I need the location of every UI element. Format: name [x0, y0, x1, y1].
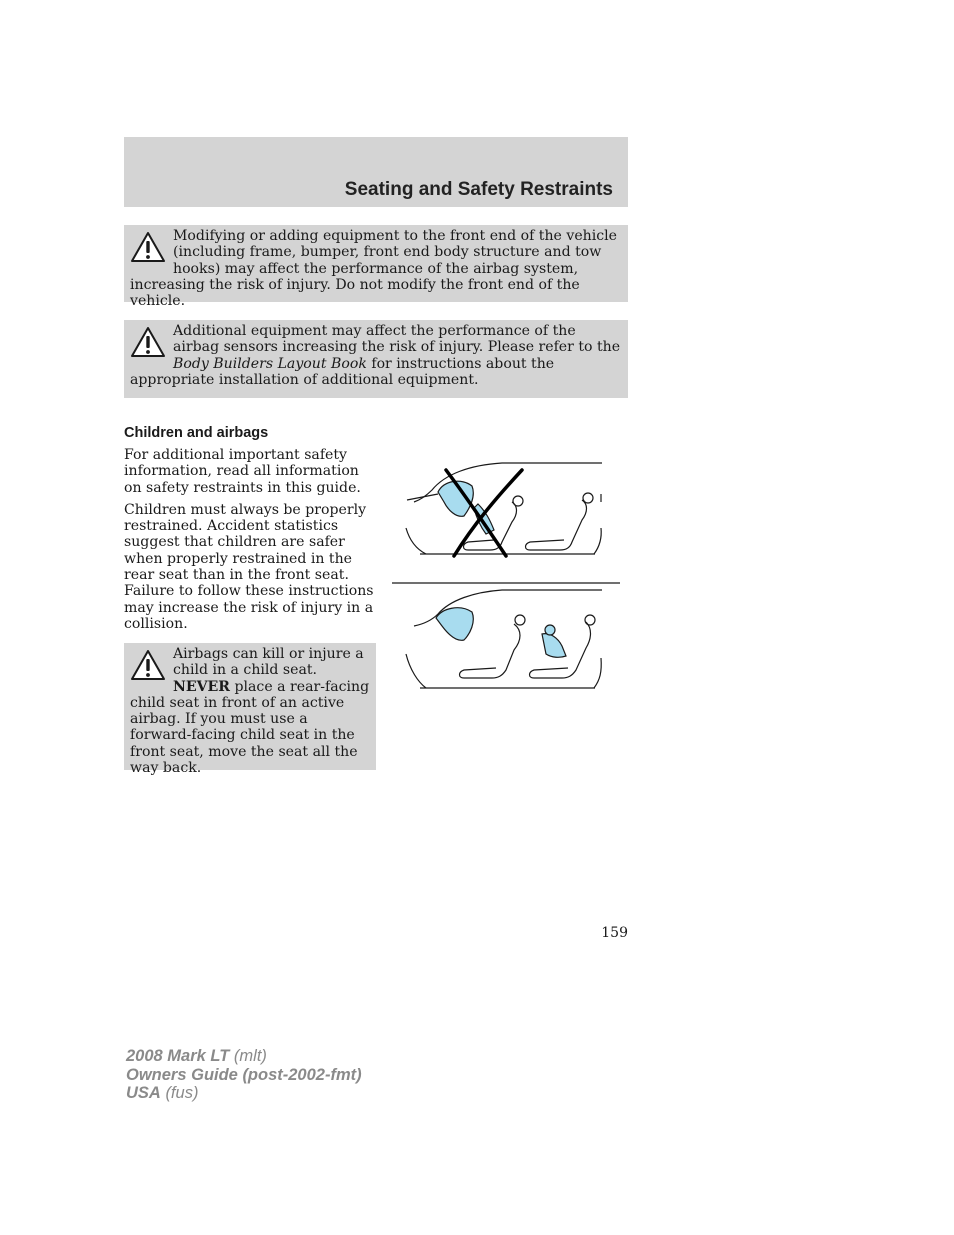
warning-text-part: place a rear-facing child seat in front of an active airbag. If you must use a forward-facing child seat in the front seat, move the seat all the way back.	[130, 678, 370, 777]
warning-triangle-icon	[130, 649, 166, 681]
warning-text-part: Additional equipment may affect the performance of the airbag sensors increasing the risk of injury. Please refer to the	[173, 323, 621, 356]
body-paragraph: Children must always be properly restrained. Accident statistics suggest that children are safer when properly restrained in the rear seat than in the front seat. Failure to follow these instructions may increase the risk of injury in a collision.	[124, 501, 374, 632]
car-diagram-correct	[406, 590, 602, 688]
warning-triangle-icon	[130, 326, 166, 358]
body-text	[124, 447, 379, 638]
warning-text	[130, 323, 622, 388]
warning-box-front-end	[124, 225, 628, 310]
page-number: 159	[601, 925, 628, 941]
footer-guide: Owners Guide (post-2002-fmt)	[126, 1065, 362, 1084]
warning-box-child-seat	[124, 643, 376, 777]
warning-emphasis: NEVER	[173, 678, 231, 695]
warning-text-part: Airbags can kill or injure a child in a child seat.	[173, 646, 364, 679]
page-title: Seating and Safety Restraints	[344, 179, 613, 200]
warning-box-additional-equipment	[124, 320, 628, 398]
section-heading: Children and airbags	[124, 425, 269, 441]
footer-model-code: (mlt)	[233, 1047, 267, 1065]
footer-model: 2008 Mark LT	[126, 1047, 230, 1065]
airbag-deployed	[436, 608, 473, 641]
child-seat-placement-illustration	[390, 462, 622, 708]
car-diagram-incorrect	[406, 463, 602, 554]
body-paragraph: For additional important safety information, read all information on safety restraints in this guide.	[124, 447, 361, 496]
book-title: Body Builders Layout Book	[173, 355, 367, 372]
child-in-rear-seat	[542, 634, 566, 658]
footer-market: USA	[126, 1084, 161, 1102]
warning-text: Modifying or adding equipment to the front end of the vehicle (including frame, bumper, front end body structure and tow hooks) may affect the performance of the airbag system, increasing the risk of injury. Do not modify the front end of the vehicle.	[130, 228, 617, 310]
warning-triangle-icon	[130, 231, 166, 263]
document-footer	[126, 1047, 362, 1103]
warning-text-part: for instructions about the appropriate installation of additional equipment.	[130, 355, 555, 388]
footer-market-code: (fus)	[165, 1084, 199, 1102]
warning-text	[130, 646, 370, 776]
rear-facing-child-seat	[474, 504, 494, 534]
child-head	[545, 625, 555, 635]
header-band	[124, 137, 628, 207]
